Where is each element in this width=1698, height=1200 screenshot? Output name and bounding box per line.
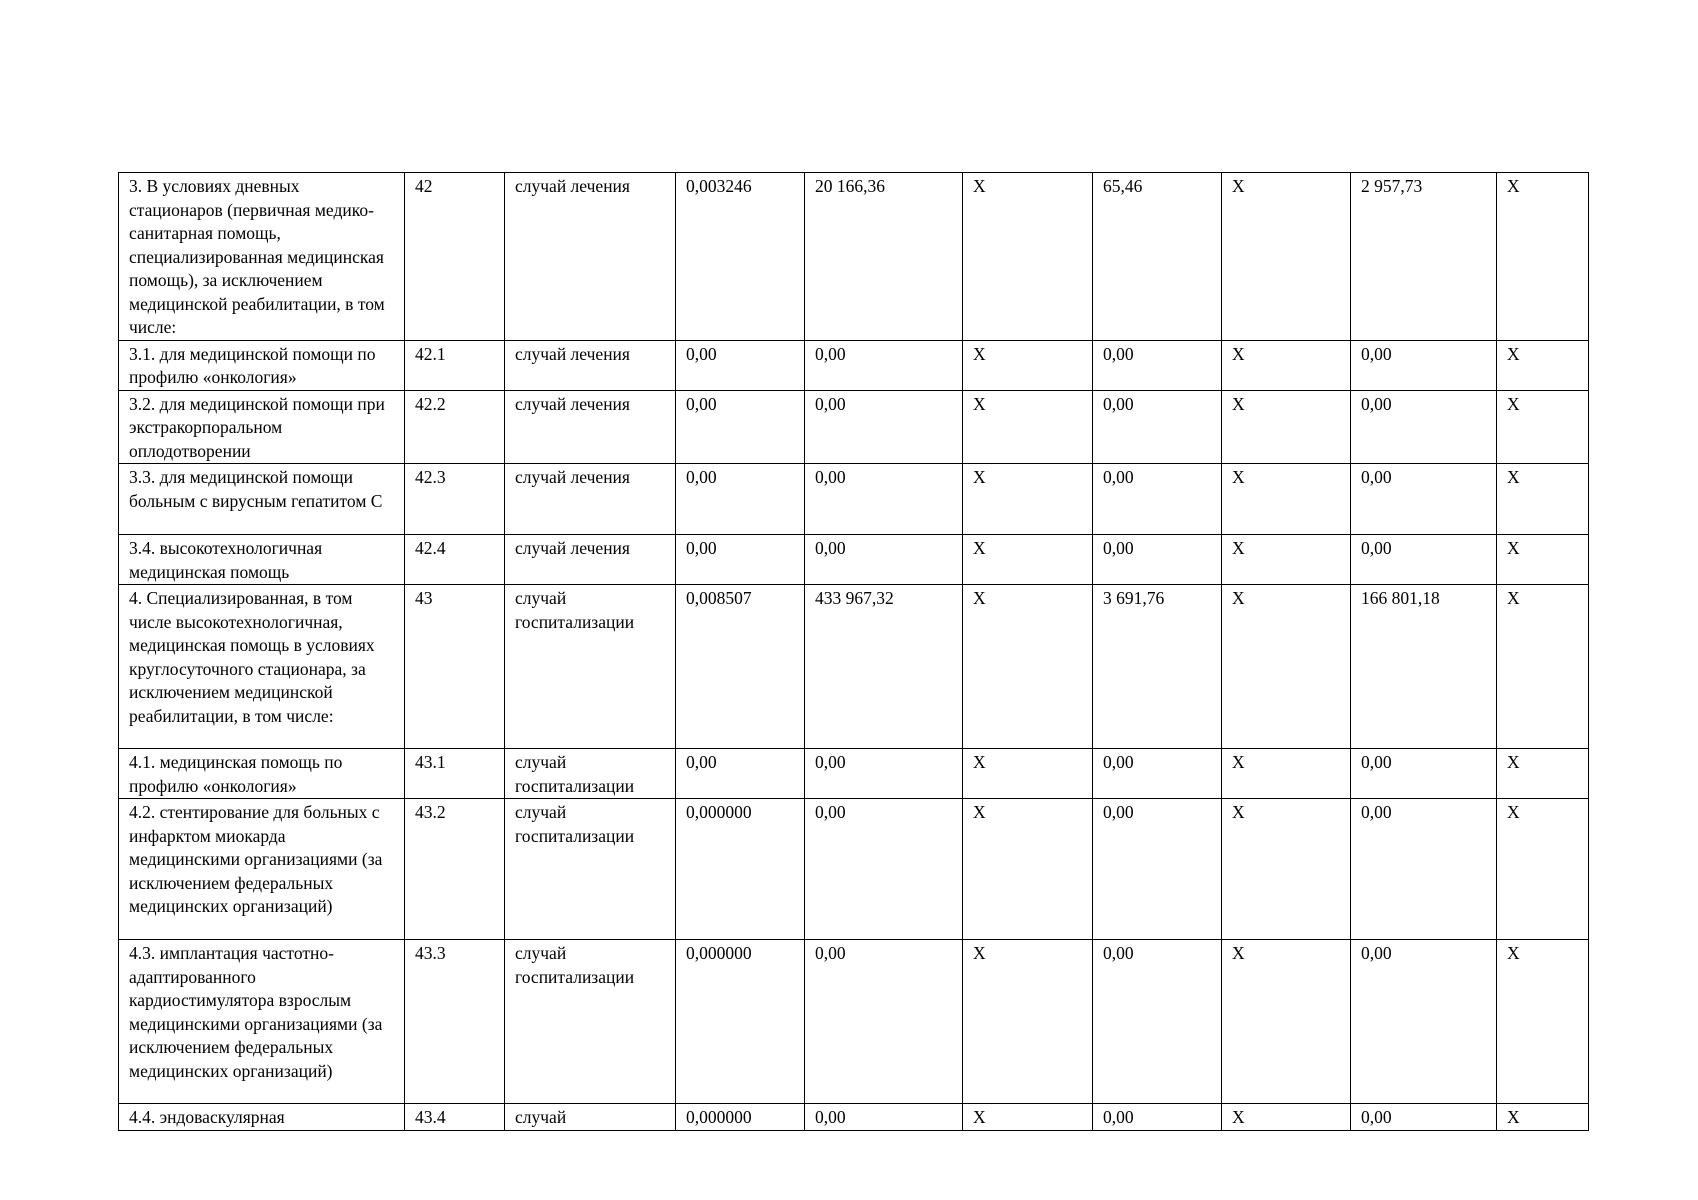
value: 0,00 (1361, 802, 1392, 822)
value-cell (1093, 799, 1222, 940)
value: Х (1232, 1107, 1245, 1127)
value-cell (1222, 340, 1351, 390)
row-code: 42.3 (415, 467, 446, 487)
row-unit-cell (505, 173, 676, 341)
row-unit: случай госпитализации (515, 802, 635, 846)
value: Х (973, 538, 986, 558)
row-code: 43.1 (415, 752, 446, 772)
value: 0,00 (1103, 752, 1134, 772)
value-cell (963, 173, 1093, 341)
row-name: 4.3. имплантация частотно-адаптированного кардиостимулятора взрослым медицинскими организациями (за исключением федеральных медицинских организаций) (129, 943, 383, 1081)
value-cell (676, 340, 805, 390)
value-cell (1093, 749, 1222, 799)
value-cell (1351, 535, 1497, 585)
row-code-cell (405, 464, 505, 535)
value: 0,00 (686, 752, 717, 772)
value: 0,00 (1103, 1107, 1134, 1127)
value-cell (676, 464, 805, 535)
value: 166 801,18 (1361, 588, 1440, 608)
value: 0,00 (686, 343, 717, 364)
value-cell (1351, 464, 1497, 535)
value-cell (1351, 799, 1497, 940)
value-cell (963, 799, 1093, 940)
value-cell (1497, 799, 1589, 940)
row-name: 3.2. для медицинской помощи при экстракорпоральном оплодотворении (129, 393, 385, 461)
value-cell (1093, 585, 1222, 749)
value: 0,003246 (686, 176, 752, 196)
table-row (119, 173, 1589, 341)
value-cell (1497, 940, 1589, 1104)
table-row (119, 464, 1589, 535)
value-cell (1351, 940, 1497, 1104)
value: 0,00 (1103, 943, 1134, 963)
value: Х (1507, 467, 1520, 487)
row-code: 43 (415, 588, 433, 608)
row-name-cell (119, 340, 405, 390)
value-cell (1222, 173, 1351, 341)
row-unit-cell (505, 390, 676, 464)
value: 0,00 (1103, 393, 1134, 414)
value: Х (973, 943, 986, 963)
row-unit: случай лечения (515, 176, 630, 196)
value-cell (1351, 173, 1497, 341)
row-code: 42.4 (415, 538, 446, 558)
row-unit: случай госпитализации (515, 588, 635, 632)
value: Х (1507, 943, 1520, 963)
value: 0,00 (1103, 538, 1134, 558)
row-unit: случай лечения (515, 467, 630, 487)
value: Х (973, 343, 986, 364)
value-cell (805, 464, 963, 535)
value-cell (1093, 464, 1222, 535)
row-code: 43.3 (415, 943, 446, 963)
value-cell (1497, 749, 1589, 799)
row-unit: случай лечения (515, 343, 630, 364)
row-unit: случай лечения (515, 538, 630, 558)
value: Х (1232, 802, 1245, 822)
value-cell (676, 1104, 805, 1131)
value-cell (805, 749, 963, 799)
value: 0,00 (1361, 343, 1392, 364)
value-cell (1222, 390, 1351, 464)
value: 0,00 (686, 467, 717, 487)
value-cell (805, 1104, 963, 1131)
value: 0,00 (815, 343, 846, 364)
value: Х (1232, 588, 1245, 608)
value: Х (973, 752, 986, 772)
value-cell (805, 535, 963, 585)
value: Х (1507, 802, 1520, 822)
value: 0,000000 (686, 943, 752, 963)
value-cell (963, 940, 1093, 1104)
value-cell (1093, 1104, 1222, 1131)
value: 0,00 (815, 467, 846, 487)
value: 0,00 (1103, 802, 1134, 822)
table-row (119, 940, 1589, 1104)
value: Х (973, 176, 986, 196)
value-cell (1351, 340, 1497, 390)
value-cell (1222, 799, 1351, 940)
row-unit-cell (505, 464, 676, 535)
value-cell (1093, 173, 1222, 341)
value: Х (1507, 393, 1520, 414)
value-cell (805, 173, 963, 341)
value: 0,00 (1361, 943, 1392, 963)
row-code-cell (405, 1104, 505, 1131)
value: Х (1232, 467, 1245, 487)
value-cell (805, 940, 963, 1104)
row-unit-cell (505, 749, 676, 799)
value-cell (963, 464, 1093, 535)
row-unit: случай госпитализации (515, 752, 635, 796)
row-code-cell (405, 585, 505, 749)
value-cell (805, 340, 963, 390)
value-cell (1093, 940, 1222, 1104)
value-cell (1497, 390, 1589, 464)
value: Х (1232, 393, 1245, 414)
row-unit: случай лечения (515, 393, 630, 414)
value-cell (1093, 535, 1222, 585)
row-name-cell (119, 1104, 405, 1131)
value: 0,00 (1361, 393, 1392, 414)
value-cell (1093, 340, 1222, 390)
value-cell (805, 390, 963, 464)
row-unit-cell (505, 585, 676, 749)
table-row (119, 585, 1589, 749)
row-name-cell (119, 390, 405, 464)
value: Х (1232, 943, 1245, 963)
value-cell (676, 799, 805, 940)
row-code: 42.1 (415, 343, 446, 364)
row-code-cell (405, 749, 505, 799)
value-cell (1222, 464, 1351, 535)
row-code-cell (405, 535, 505, 585)
row-code-cell (405, 340, 505, 390)
value: Х (1507, 343, 1520, 364)
value-cell (805, 799, 963, 940)
value: Х (973, 1107, 986, 1127)
value: 65,46 (1103, 176, 1143, 196)
value: 0,00 (815, 752, 846, 772)
value: Х (973, 588, 986, 608)
row-name-cell (119, 940, 405, 1104)
value-cell (963, 390, 1093, 464)
value-cell (1351, 390, 1497, 464)
value: Х (973, 393, 986, 414)
value: 20 166,36 (815, 176, 885, 196)
value: Х (973, 467, 986, 487)
row-unit-cell (505, 340, 676, 390)
value: 0,00 (815, 538, 846, 558)
value-cell (1497, 585, 1589, 749)
table-row (119, 1104, 1589, 1131)
value-cell (1351, 749, 1497, 799)
table-row (119, 799, 1589, 940)
value: 0,00 (686, 393, 717, 414)
value: Х (973, 802, 986, 822)
value: 0,00 (815, 393, 846, 414)
row-unit: случай госпитализации (515, 943, 635, 987)
value: Х (1232, 752, 1245, 772)
value: 0,000000 (686, 802, 752, 822)
value: 3 691,76 (1103, 588, 1165, 608)
value: Х (1507, 752, 1520, 772)
value-cell (676, 940, 805, 1104)
value-cell (1497, 535, 1589, 585)
table-row (119, 390, 1589, 464)
value: Х (1507, 1107, 1520, 1127)
value: Х (1507, 176, 1520, 196)
value-cell (1497, 340, 1589, 390)
value: 0,00 (1361, 752, 1392, 772)
value-cell (963, 535, 1093, 585)
value: 0,00 (815, 1107, 846, 1127)
value-cell (805, 585, 963, 749)
value-cell (1497, 173, 1589, 341)
row-code: 42.2 (415, 393, 446, 414)
value: Х (1232, 176, 1245, 196)
row-name: 4.4. эндоваскулярная (129, 1107, 285, 1127)
value: 0,00 (1103, 467, 1134, 487)
value-cell (963, 585, 1093, 749)
row-code-cell (405, 173, 505, 341)
row-name: 3.3. для медицинской помощи больным с вирусным гепатитом С (129, 467, 383, 511)
row-name: 3. В условиях дневных стационаров (первичная медико-санитарная помощь, специализированная медицинская помощь), за исключением медицинской реабилитации, в том числе: (129, 176, 385, 337)
value: Х (1232, 538, 1245, 558)
value-cell (676, 390, 805, 464)
value-cell (963, 1104, 1093, 1131)
tariff-table (118, 172, 1589, 1131)
value-cell (963, 749, 1093, 799)
value: Х (1507, 538, 1520, 558)
value-cell (1497, 464, 1589, 535)
row-unit: случай (515, 1107, 567, 1127)
value-cell (1222, 749, 1351, 799)
value-cell (1093, 390, 1222, 464)
value: 0,00 (815, 802, 846, 822)
table-row (119, 749, 1589, 799)
row-name: 3.4. высокотехнологичная медицинская помощь (129, 538, 323, 582)
value-cell (1222, 1104, 1351, 1131)
value: Х (1507, 588, 1520, 608)
table-body (119, 173, 1589, 1131)
row-unit-cell (505, 940, 676, 1104)
row-name: 3.1. для медицинской помощи по профилю «онкология» (129, 343, 376, 387)
value-cell (1497, 1104, 1589, 1131)
row-name: 4.1. медицинская помощь по профилю «онкология» (129, 752, 343, 796)
value: 0,00 (815, 943, 846, 963)
row-code: 42 (415, 176, 433, 196)
value: 0,00 (1361, 1107, 1392, 1127)
row-name-cell (119, 585, 405, 749)
row-name-cell (119, 464, 405, 535)
value-cell (1222, 585, 1351, 749)
value: 0,00 (1361, 538, 1392, 558)
value-cell (963, 340, 1093, 390)
row-code-cell (405, 799, 505, 940)
value: 0,00 (1361, 467, 1392, 487)
value: 433 967,32 (815, 588, 894, 608)
row-name: 4.2. стентирование для больных с инфарктом миокарда медицинскими организациями (за исключением федеральных медицинских организаций) (129, 802, 383, 916)
value-cell (1351, 585, 1497, 749)
row-unit-cell (505, 535, 676, 585)
row-name-cell (119, 799, 405, 940)
table-row (119, 535, 1589, 585)
row-code: 43.4 (415, 1107, 446, 1127)
row-code: 43.2 (415, 802, 446, 822)
value: 0,000000 (686, 1107, 752, 1127)
value-cell (676, 749, 805, 799)
row-name-cell (119, 749, 405, 799)
value-cell (676, 535, 805, 585)
row-name-cell (119, 535, 405, 585)
value: 0,00 (686, 538, 717, 558)
table-row (119, 340, 1589, 390)
row-name: 4. Специализированная, в том числе высокотехнологичная, медицинская помощь в условиях круглосуточного стационара, за исключением медицинской реабилитации, в том числе: (129, 588, 375, 726)
row-name-cell (119, 173, 405, 341)
value-cell (676, 585, 805, 749)
row-unit-cell (505, 799, 676, 940)
value: 2 957,73 (1361, 176, 1423, 196)
value-cell (1222, 535, 1351, 585)
value-cell (1222, 940, 1351, 1104)
value-cell (1351, 1104, 1497, 1131)
value: 0,008507 (686, 588, 752, 608)
row-code-cell (405, 940, 505, 1104)
row-code-cell (405, 390, 505, 464)
value: Х (1232, 343, 1245, 364)
value-cell (676, 173, 805, 341)
row-unit-cell (505, 1104, 676, 1131)
value: 0,00 (1103, 343, 1134, 364)
